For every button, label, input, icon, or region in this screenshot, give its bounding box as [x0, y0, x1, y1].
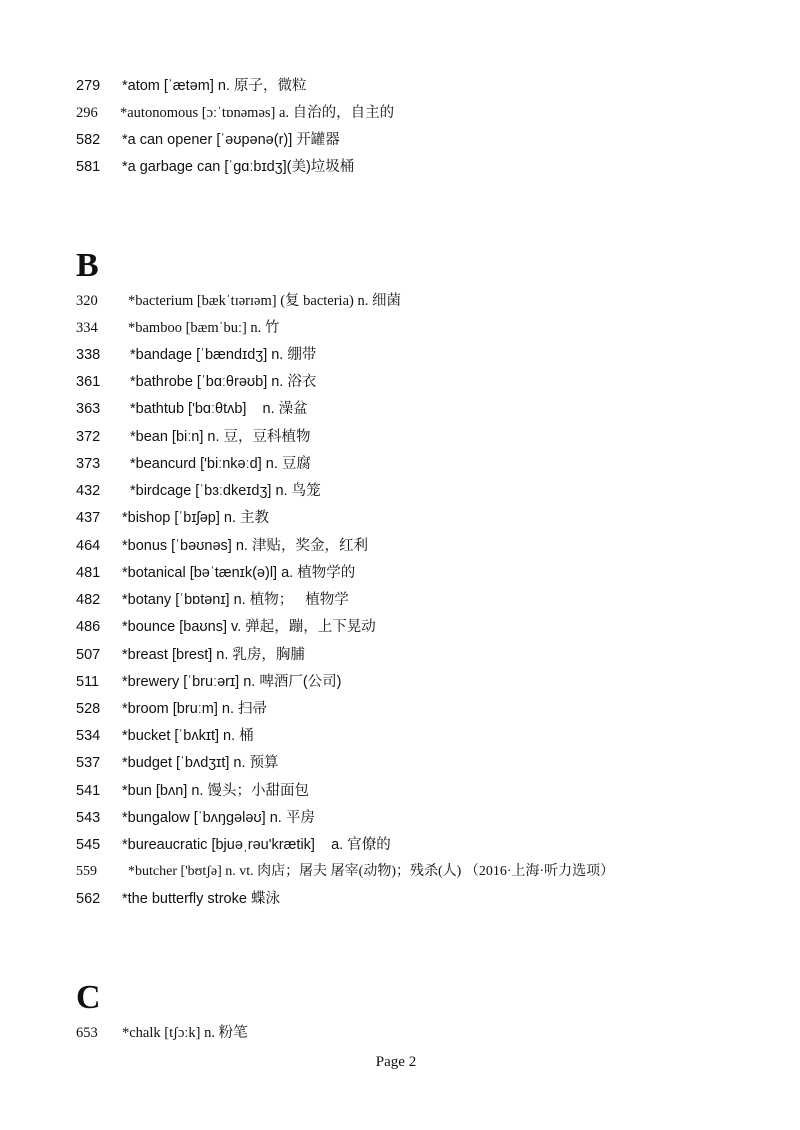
entry-text: *butcher ['bʊtʃə] n. vt. 肉店；屠夫 屠宰(动物)；残杀(人) （2016·上海·听力选项）	[128, 864, 615, 879]
entry-text: *a garbage can [ˈɡɑːbɪdʒ](美)垃圾桶	[122, 159, 355, 175]
entry-number: 363	[76, 401, 101, 417]
entry-number: 562	[76, 891, 101, 907]
section-letter-b: B	[76, 247, 99, 284]
entry-number: 541	[76, 783, 101, 799]
entry-number: 543	[76, 810, 101, 826]
entry-number: 582	[76, 132, 101, 148]
entry-text: *bishop [ˈbɪʃəp] n. 主教	[122, 510, 270, 526]
entry-text: *bathrobe [ˈbɑːθrəʊb] n. 浴衣	[130, 374, 317, 390]
entry-text: *budget [ˈbʌdʒɪt] n. 预算	[122, 755, 279, 771]
entry-number: 432	[76, 483, 101, 499]
entry-number: 320	[76, 293, 98, 309]
entry-text: *broom [bruːm] n. 扫帚	[122, 701, 268, 717]
entry-number: 559	[76, 864, 97, 879]
entry-text: *bun [bʌn] n. 馒头；小甜面包	[122, 783, 309, 799]
entry-number: 437	[76, 510, 101, 526]
page-number: Page 2	[375, 1054, 417, 1070]
entry-number: 334	[76, 320, 98, 336]
entry-number: 507	[76, 647, 101, 663]
entry-text: *birdcage [ˈbɜːdkeɪdʒ] n. 鸟笼	[130, 483, 321, 499]
entry-text: *breast [brest] n. 乳房，胸脯	[122, 647, 305, 663]
entry-number: 537	[76, 755, 101, 771]
entry-text: *bathtub ['bɑːθtʌb] n. 澡盆	[130, 401, 308, 417]
entry-text: *bounce [baʊns] v. 弹起，蹦，上下晃动	[122, 619, 376, 635]
entry-number: 534	[76, 728, 101, 744]
entry-text: *bonus [ˈbəʊnəs] n. 津贴，奖金，红利	[122, 538, 368, 554]
entry-text: *atom [ˈætəm] n. 原子，微粒	[122, 78, 307, 94]
entry-text: *bacterium [bækˈtɪərɪəm] (复 bacteria) n. 细菌	[128, 293, 401, 309]
entry-text: *brewery [ˈbruːərɪ] n. 啤酒厂(公司)	[122, 674, 342, 690]
entry-number: 361	[76, 374, 101, 390]
entry-text: *bucket [ˈbʌkɪt] n. 桶	[122, 728, 254, 744]
entry-number: 511	[76, 674, 100, 690]
entry-text: *bandage [ˈbændɪdʒ] n. 绷带	[130, 347, 317, 363]
entry-text: *bungalow [ˈbʌŋɡələʊ] n. 平房	[122, 810, 315, 826]
entry-text: *botanical [bəˈtænɪk(ə)l] a. 植物学的	[122, 565, 356, 581]
entry-text: *bureaucratic [bjuəˌrəu'krætik] a. 官僚的	[122, 837, 391, 853]
section-letter-c: C	[76, 979, 101, 1016]
entry-text: *a can opener [ˈəʊpənə(r)] 开罐器	[122, 132, 340, 148]
entry-number: 653	[76, 1025, 98, 1041]
entry-text: *bamboo [bæmˈbuː] n. 竹	[128, 320, 280, 336]
entry-number: 545	[76, 837, 101, 853]
entry-text: *beancurd ['biːnkəːd] n. 豆腐	[130, 456, 311, 472]
entry-number: 486	[76, 619, 101, 635]
entry-text: *the butterfly stroke 蝶泳	[122, 891, 280, 907]
entry-number: 296	[76, 105, 98, 121]
entry-text: *botany [ˈbɒtənɪ] n. 植物； 植物学	[122, 592, 349, 608]
entry-number: 482	[76, 592, 101, 608]
entry-text: *autonomous [ɔːˈtɒnəməs] a. 自治的，自主的	[120, 105, 395, 121]
entry-number: 372	[76, 429, 101, 445]
entry-number: 464	[76, 538, 101, 554]
entry-number: 481	[76, 565, 101, 581]
entry-number: 338	[76, 347, 101, 363]
entry-text: *chalk [tʃɔːk] n. 粉笔	[122, 1025, 248, 1041]
entry-text: *bean [biːn] n. 豆，豆科植物	[130, 429, 311, 445]
entry-number: 373	[76, 456, 101, 472]
entry-number: 528	[76, 701, 101, 717]
entry-number: 279	[76, 78, 101, 94]
entry-number: 581	[76, 159, 101, 175]
